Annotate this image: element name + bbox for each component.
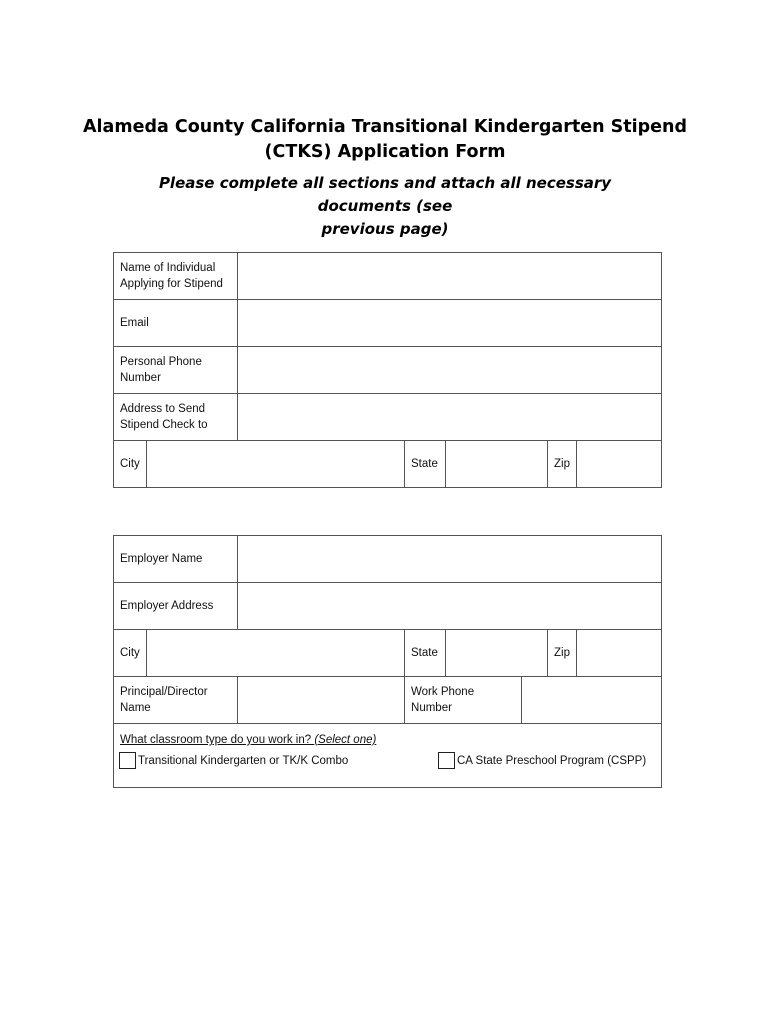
state-field[interactable] [446, 441, 548, 488]
label-line: Work Phone [411, 686, 475, 698]
applicant-name-label [114, 253, 238, 300]
zip-label: Zip [548, 441, 577, 488]
form-title [0, 115, 770, 165]
work-phone-label [405, 677, 522, 724]
label-line: Number [411, 702, 452, 714]
address-label [114, 394, 238, 441]
personal-phone-field[interactable] [238, 347, 662, 394]
label-line: Name of Individual [120, 262, 216, 274]
title-line-1: Alameda County California Transitional Kindergarten Stipend [82, 117, 688, 137]
employer-city-field[interactable] [147, 630, 405, 677]
applicant-name-field[interactable] [238, 253, 662, 300]
option-cspp[interactable] [438, 752, 646, 769]
table-row [114, 536, 662, 583]
tk-checkbox[interactable] [119, 752, 136, 769]
table-row [114, 441, 662, 488]
employer-name-field[interactable] [238, 536, 662, 583]
subtitle-line-1: Please complete all sections and attach all necessary documents (see [158, 174, 612, 215]
label-line: Applying for Stipend [120, 278, 223, 290]
question-hint: (Select one) [314, 734, 377, 746]
label-line: Stipend Check to [120, 419, 208, 431]
label-line: Number [120, 372, 161, 384]
label-line: Principal/Director [120, 686, 208, 698]
zip-field[interactable] [577, 441, 662, 488]
table-row [114, 394, 662, 441]
employer-city-label: City [114, 630, 147, 677]
state-label: State [405, 441, 446, 488]
address-field[interactable] [238, 394, 662, 441]
director-field[interactable] [238, 677, 405, 724]
employer-table [113, 535, 662, 788]
classroom-question [120, 732, 655, 748]
table-row [114, 677, 662, 724]
form-subtitle [110, 172, 660, 241]
employer-state-label: State [405, 630, 446, 677]
email-label: Email [114, 300, 238, 347]
classroom-type-cell [114, 724, 662, 788]
label-line: Address to Send [120, 403, 206, 415]
option-tk-label: Transitional Kindergarten or TK/K Combo [138, 754, 349, 767]
employer-state-field[interactable] [446, 630, 548, 677]
table-row [114, 630, 662, 677]
employer-address-field[interactable] [238, 583, 662, 630]
label-line: Personal Phone [120, 356, 202, 368]
director-label [114, 677, 238, 724]
employer-zip-field[interactable] [577, 630, 662, 677]
table-row [114, 347, 662, 394]
city-field[interactable] [147, 441, 405, 488]
option-tk[interactable] [119, 752, 348, 769]
employer-zip-label: Zip [548, 630, 577, 677]
cspp-checkbox[interactable] [438, 752, 455, 769]
option-cspp-label: CA State Preschool Program (CSPP) [457, 754, 647, 767]
city-label: City [114, 441, 147, 488]
employer-address-label: Employer Address [114, 583, 238, 630]
personal-phone-label [114, 347, 238, 394]
table-row [114, 724, 662, 788]
applicant-table [113, 252, 662, 488]
table-row [114, 300, 662, 347]
label-line: Name [120, 702, 151, 714]
employer-name-label: Employer Name [114, 536, 238, 583]
classroom-options [120, 752, 655, 778]
work-phone-field[interactable] [522, 677, 662, 724]
subtitle-line-2: previous page) [321, 220, 449, 238]
question-text: What classroom type do you work in? [120, 734, 315, 746]
table-row [114, 253, 662, 300]
email-field[interactable] [238, 300, 662, 347]
table-row [114, 583, 662, 630]
title-line-2: (CTKS) Application Form [264, 142, 506, 162]
